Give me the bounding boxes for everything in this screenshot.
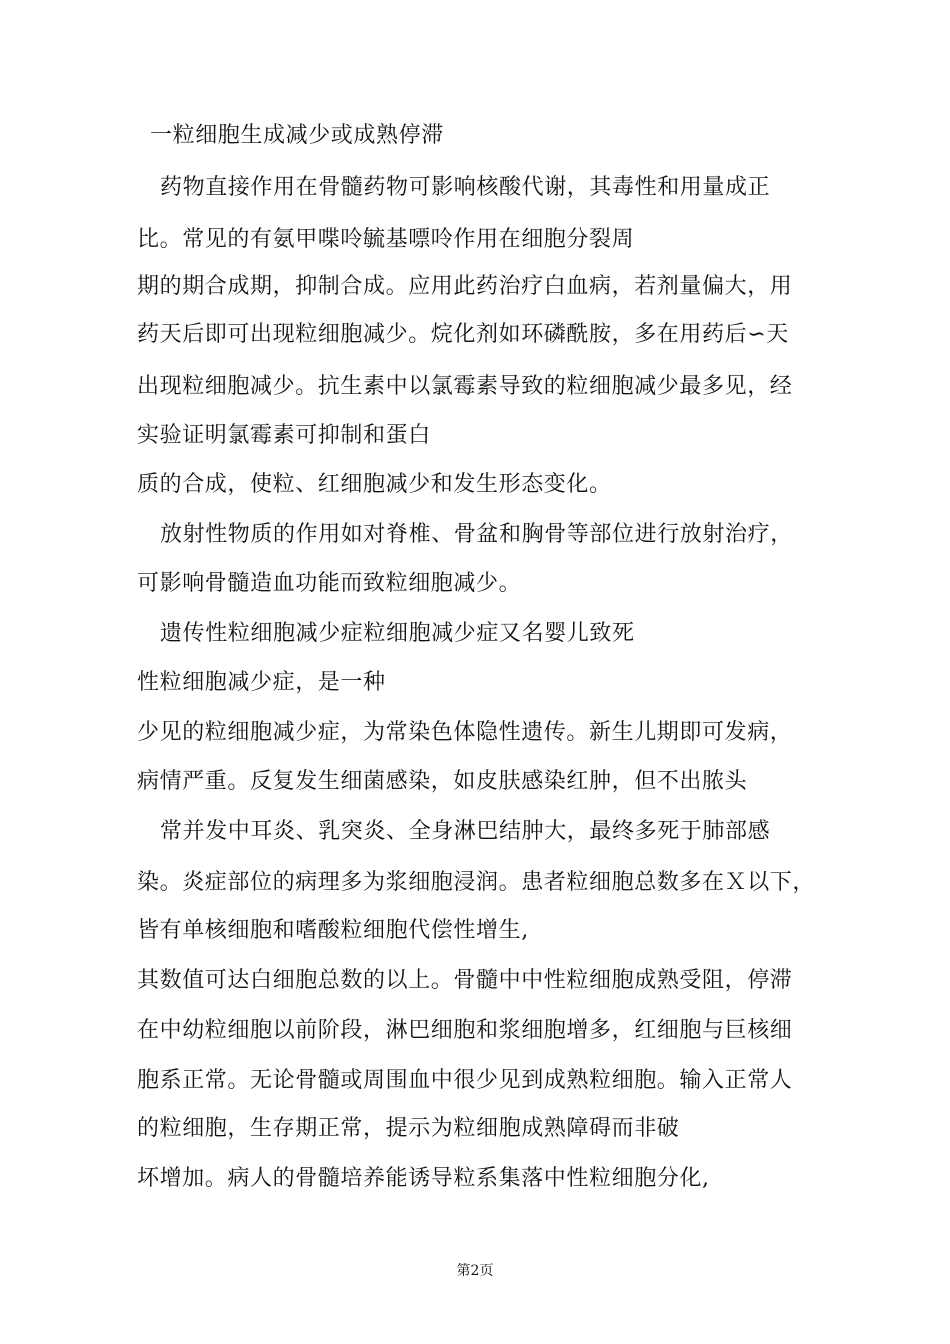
paragraph-line: 染。炎症部位的病理多为浆细胞浸润。患者粒细胞总数多在Ｘ以下， [137,870,816,895]
paragraph-line: 少见的粒细胞减少症，为常染色体隐性遗传。新生儿期即可发病， [137,720,793,745]
paragraph-line: 病情严重。反复发生细菌感染，如皮肤感染红肿，但不出脓头 [137,769,748,794]
paragraph-line: 出现粒细胞减少。抗生素中以氯霉素导致的粒细胞减少最多见，经 [137,374,793,399]
page-number: 第2页 [456,1263,494,1279]
paragraph-line: 性粒细胞减少症，是一种 [137,670,386,695]
paragraph-line: 实验证明氯霉素可抑制和蛋白 [137,423,431,448]
paragraph-line: 比。常见的有氨甲喋呤毓基嘌呤作用在细胞分裂周 [137,227,635,252]
paragraph-line: 坏增加。病人的骨髓培养能诱导粒系集落中性粒细胞分化, [137,1166,710,1191]
paragraph-line: 药天后即可出现粒细胞减少。烷化剂如环磷酰胺，多在用药后∽天 [137,322,789,347]
section-heading: 一粒细胞生成减少或成熟停滞 [150,123,444,148]
paragraph-line: 胞系正常。无论骨髓或周围血中很少见到成熟粒细胞。输入正常人 [137,1068,793,1093]
paragraph-line: 遗传性粒细胞减少症粒细胞减少症又名婴儿致死 [160,621,635,646]
paragraph-line: 期的期合成期，抑制合成。应用此药治疗白血病，若剂量偏大，用 [137,274,793,299]
paragraph-line: 质的合成，使粒、红细胞减少和发生形态变化。 [137,472,612,497]
paragraph-line: 其数值可达白细胞总数的以上。骨髓中中性粒细胞成熟受阻，停滞 [137,968,793,993]
paragraph-line: 在中幼粒细胞以前阶段，淋巴细胞和浆细胞增多，红细胞与巨核细 [137,1018,793,1043]
paragraph-line: 皆有单核细胞和嗜酸粒细胞代偿性增生, [137,918,529,943]
paragraph-line: 药物直接作用在骨髓药物可影响核酸代谢，其毒性和用量成正 [160,175,771,200]
paragraph-line: 的粒细胞，生存期正常，提示为粒细胞成熟障碍而非破 [137,1116,680,1141]
paragraph-line: 常并发中耳炎、乳突炎、全身淋巴结肿大，最终多死于肺部感 [160,819,771,844]
paragraph-line: 放射性物质的作用如对脊椎、骨盆和胸骨等部位进行放射治疗， [160,522,793,547]
paragraph-line: 可影响骨髓造血功能而致粒细胞减少。 [137,571,522,596]
